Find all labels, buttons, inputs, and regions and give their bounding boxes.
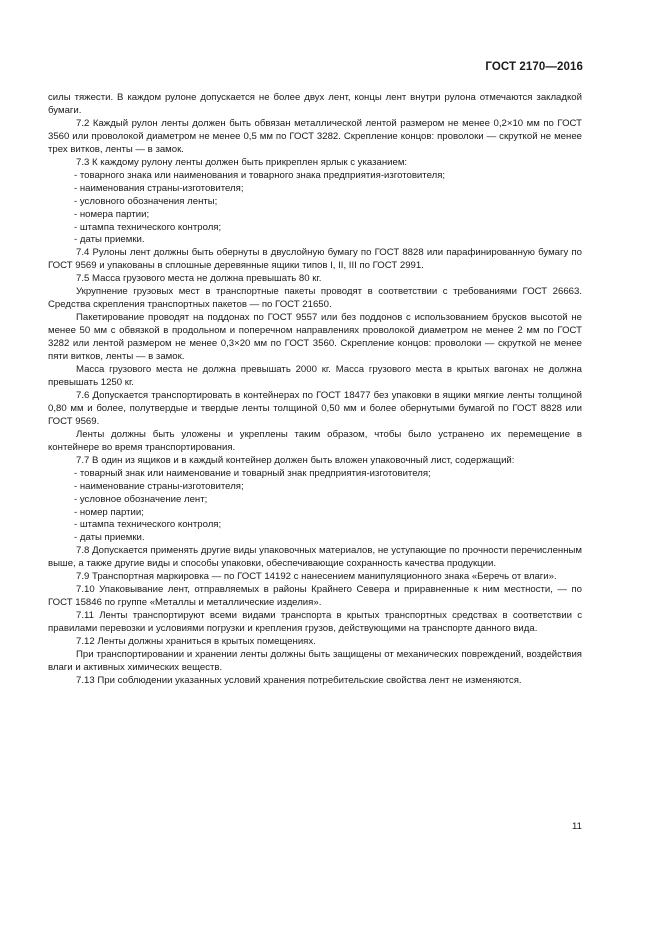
paragraph: 7.7 В один из ящиков и в каждый контейнер должен быть вложен упаковочный лист, содержащий: — [76, 454, 515, 466]
list-item: - номер партии; — [74, 506, 144, 518]
paragraph: При транспортировании и хранении ленты должны быть защищены от механических повреждений, воздействия влаги и активных химических веществ. — [48, 648, 582, 673]
paragraph: 7.9 Транспортная маркировка — по ГОСТ 14192 с нанесением манипуляционного знака «Беречь от влаги». — [76, 571, 557, 583]
list-item: - условного обозначения ленты; — [74, 195, 218, 207]
paragraph: 7.6 Допускается транспортировать в контейнерах по ГОСТ 18477 без упаковки в ящики мягкие ленты толщиной 0,80 мм и более, полутвердые и твердые ленты толщиной 0,50 мм и более обернутыми бумагой по ГОСТ 8828 или ГОСТ 9569. — [48, 389, 582, 427]
paragraph: Масса грузового места не должна превышать 2000 кг. Масса грузового места в крытых вагонах не должна превышать 1250 кг. — [48, 364, 582, 388]
list-item: - даты приемки. — [74, 532, 145, 544]
list-item: - номера партии; — [74, 208, 150, 220]
paragraph: 7.10 Упаковывание лент, отправляемых в районы Крайнего Севера и приравненные к ним местности, — по ГОСТ 15846 по группе «Металлы и металлические изделия». — [48, 584, 582, 609]
list-item: - штампа технического контроля; — [74, 519, 222, 531]
paragraph: силы тяжести. В каждом рулоне допускается не более двух лент, концы лент внутри рулона отмечаются закладкой бумаги. — [48, 92, 582, 116]
paragraph: Ленты должны быть уложены и укреплены таким образом, чтобы было устранено их перемещение в контейнере во время транспортирования. — [48, 428, 582, 453]
list-item: - наименования страны-изготовителя; — [74, 182, 244, 194]
list-item: - даты приемки. — [74, 234, 145, 246]
paragraph: 7.11 Ленты транспортируют всеми видами транспорта в крытых транспортных средствах в соответствии с правилами перевозки и условиями погрузки и крепления грузов, действующими на транспорте данного вида. — [48, 610, 582, 635]
paragraph: 7.8 Допускается применять другие виды упаковочных материалов, не уступающие по прочности перечисленным выше, а также другие виды и способы упаковки, обеспечивающие сохранность качества продукции. — [48, 545, 582, 570]
list-item: - товарный знак или наименование и товарный знак предприятия-изготовителя; — [74, 467, 431, 479]
paragraph: Пакетирование проводят на поддонах по ГОСТ 9557 или без поддонов с использованием брусков высотой не менее 50 мм с обвязкой в продольном и поперечном направлениях проволокой диаметром не менее 2 мм по ГОСТ 3282 или лентой размером не менее 0,3×20 мм по ГОСТ 3560. Скрепление концов: проволоки — скруткой не менее пяти витков, ленты — в замок. — [48, 312, 582, 363]
paragraph: 7.4 Рулоны лент должны быть обернуты в двуслойную бумагу по ГОСТ 8828 или парафинированную бумагу по ГОСТ 9569 и упакованы в сплошные деревянные ящики типов I, II, III по ГОСТ 2991. — [48, 247, 582, 272]
paragraph: 7.12 Ленты должны храниться в крытых помещениях. — [76, 636, 316, 648]
document-header: ГОСТ 2170—2016 — [485, 61, 583, 73]
paragraph: Укрупнение грузовых мест в транспортные пакеты проводят в соответствии с требованиями ГОСТ 26663. Средства скрепления транспортных пакетов — по ГОСТ 21650. — [48, 286, 582, 311]
list-item: - наименование страны-изготовителя; — [74, 480, 244, 492]
list-item: - штампа технического контроля; — [74, 221, 222, 233]
list-item: - товарного знака или наименования и товарного знака предприятия-изготовителя; — [74, 169, 446, 181]
paragraph: 7.5 Масса грузового места не должна превышать 80 кг. — [76, 273, 322, 285]
paragraph: 7.2 Каждый рулон ленты должен быть обвязан металлической лентой размером не менее 0,2×10 мм по ГОСТ 3560 или проволокой диаметром не менее 0,5 мм по ГОСТ 3282. Скрепление концов: проволоки — скруткой не менее трех витков, ленты — в замок. — [48, 117, 582, 155]
paragraph: 7.3 К каждому рулону ленты должен быть прикреплен ярлык с указанием: — [76, 156, 408, 168]
list-item: - условное обозначение лент; — [74, 493, 208, 505]
page-number: 11 — [572, 821, 582, 832]
paragraph: 7.13 При соблюдении указанных условий хранения потребительские свойства лент не изменяются. — [76, 674, 522, 686]
document-body — [48, 92, 582, 688]
